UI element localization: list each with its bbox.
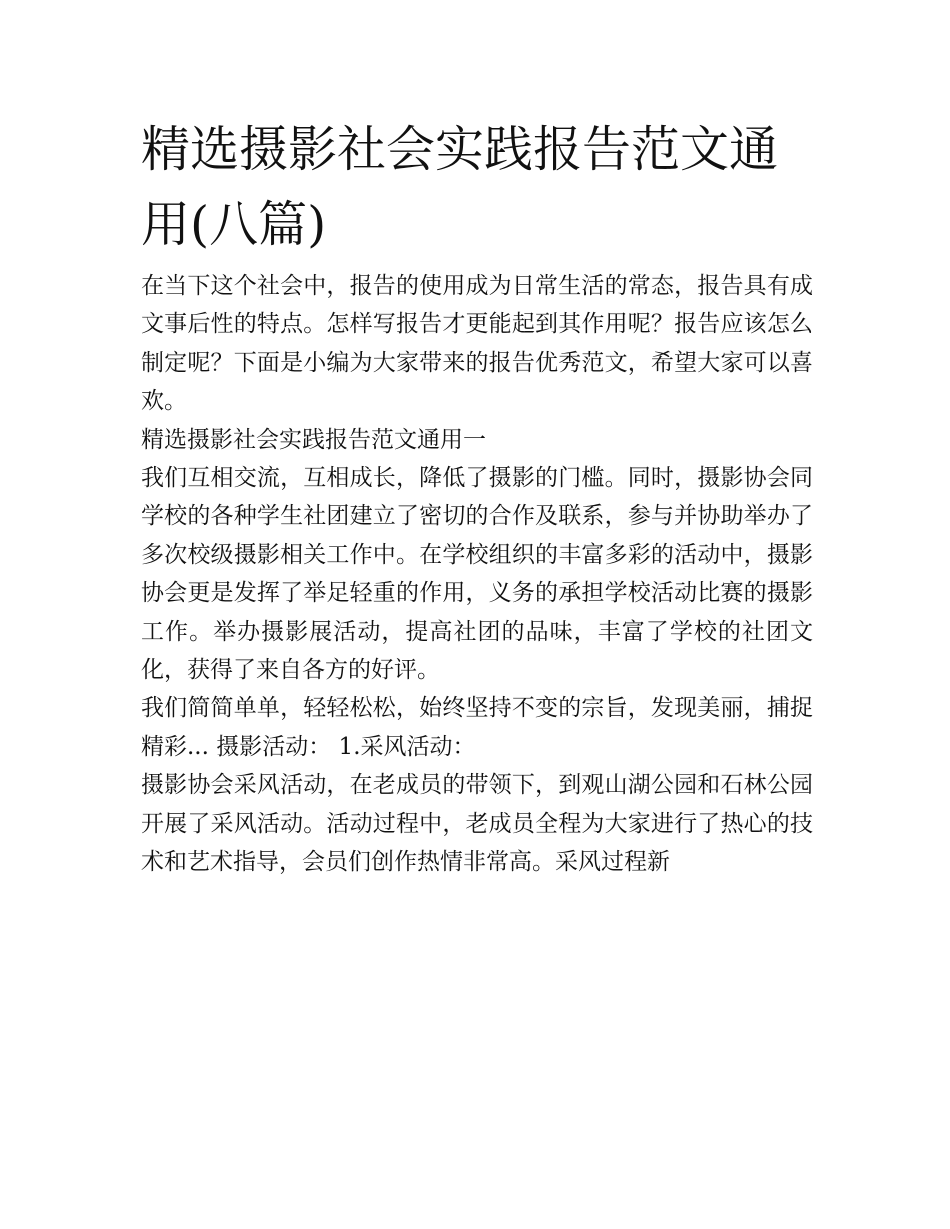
body-paragraph: 摄影协会采风活动，在老成员的带领下，到观山湖公园和石林公园开展了采风活动。活动过程中，老成员全程为大家进行了热心的技术和艺术指导，会员们创作热情非常高。采风过程新 [141,772,813,876]
body-paragraph: 我们简简单单，轻轻松松，始终坚持不变的宗旨，发现美丽，捕捉精彩... 摄影活动： 1.采风活动： [141,695,813,760]
body-paragraph: 我们互相交流，互相成长，降低了摄影的门槛。同时，摄影协会同学校的各种学生社团建立了密切的合作及联系，参与并协助举办了多次校级摄影相关工作中。在学校组织的丰富多彩的活动中，摄影协会更是发挥了举足轻重的作用，义务的承担学校活动比赛的摄影工作。举办摄影展活动，提高社团的品味，丰富了学校的社团文化，获得了来自各方的好评。 [141,465,813,684]
intro-paragraph: 在当下这个社会中，报告的使用成为日常生活的常态，报告具有成文事后性的特点。怎样写报告才更能起到其作用呢？报告应该怎么制定呢？下面是小编为大家带来的报告优秀范文，希望大家可以喜欢。 [141,273,813,415]
section-heading: 精选摄影社会实践报告范文通用一 [141,426,486,453]
document-title: 精选摄影社会实践报告范文通用(八篇) [141,121,779,253]
document-body [141,112,813,882]
